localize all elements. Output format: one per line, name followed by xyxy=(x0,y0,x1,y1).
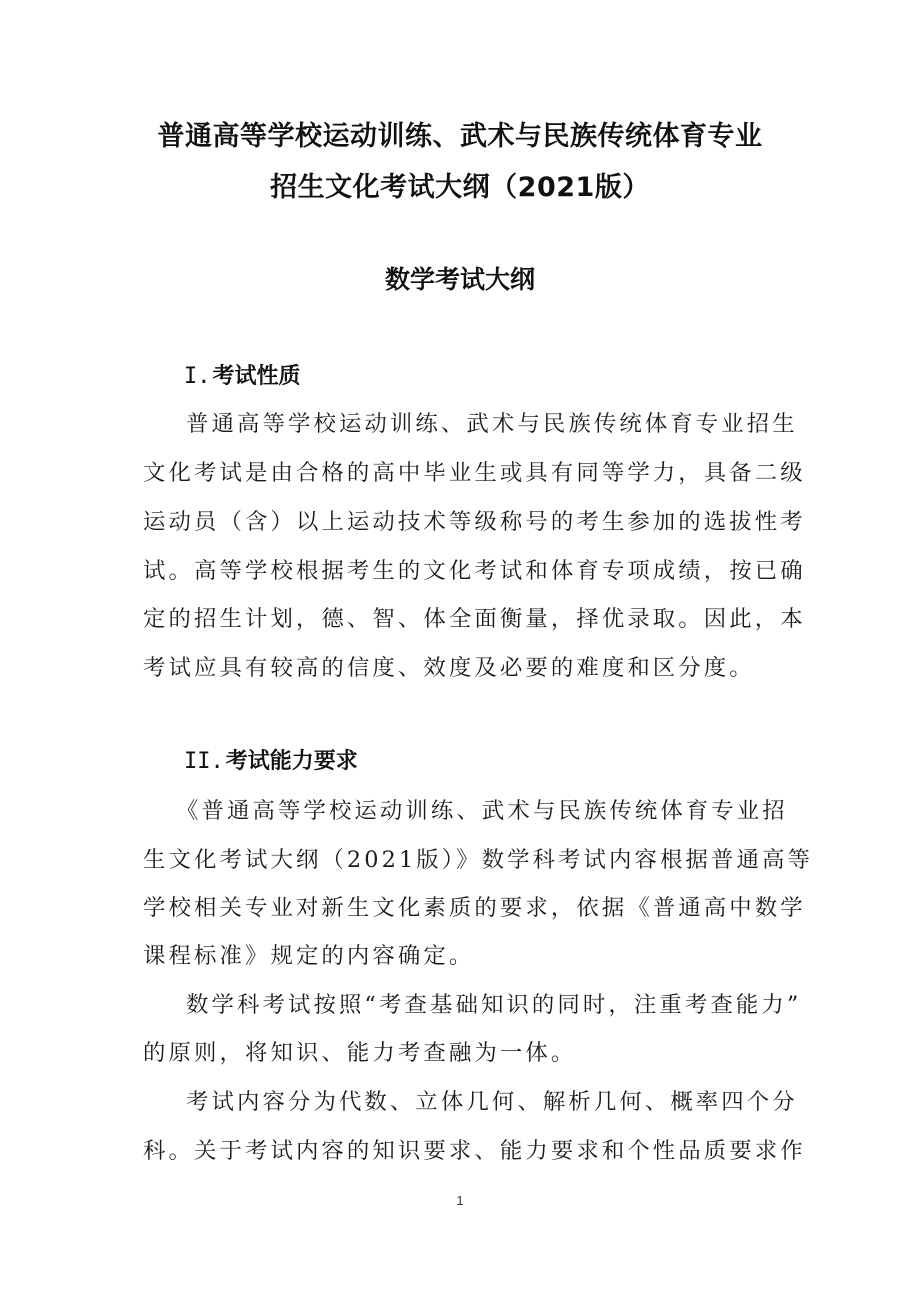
section-2-para-1-line: 《普通高等学校运动训练、武术与民族传统体育专业招 xyxy=(176,798,788,824)
section-1-line: 定的招生计划，德、智、体全面衡量，择优录取。因此，本 xyxy=(143,606,806,632)
section-1-number: I. xyxy=(184,364,211,389)
section-1-line: 考试应具有较高的信度、效度及必要的难度和区分度。 xyxy=(143,655,755,681)
section-2-number: II. xyxy=(184,749,224,774)
page-number: 1 xyxy=(456,1193,464,1208)
section-2-para-3-line: 科。关于考试内容的知识要求、能力要求和个性品质要求作 xyxy=(143,1138,806,1164)
section-1-line: 试。高等学校根据考生的文化考试和体育专项成绩，按已确 xyxy=(143,558,806,584)
section-1-title: 考试性质 xyxy=(212,364,301,389)
document-subtitle: 数学考试大纲 xyxy=(384,265,535,294)
document-title-line-1: 普通高等学校运动训练、武术与民族传统体育专业 xyxy=(157,121,763,152)
section-1-line: 普通高等学校运动训练、武术与民族传统体育专业招生 xyxy=(186,411,798,437)
section-2-para-1-line: 生文化考试大纲（2021版）》数学科考试内容根据普通高等 xyxy=(143,847,813,873)
document-title-line-2: 招生文化考试大纲（2021版） xyxy=(270,172,650,203)
section-1-line: 文化考试是由合格的高中毕业生或具有同等学力，具备二级 xyxy=(143,460,806,486)
section-2-para-2-line: 的原则，将知识、能力考查融为一体。 xyxy=(143,1040,577,1066)
section-1-line: 运动员（含）以上运动技术等级称号的考生参加的选拔性考 xyxy=(143,509,806,535)
section-1-heading xyxy=(184,362,301,392)
section-2-para-3-line: 考试内容分为代数、立体几何、解析几何、概率四个分 xyxy=(186,1089,798,1115)
section-2-para-1-line: 课程标准》规定的内容确定。 xyxy=(143,943,475,969)
section-2-heading xyxy=(184,747,358,777)
section-2-para-2-line: 数学科考试按照“考查基础知识的同时，注重考查能力” xyxy=(186,992,802,1018)
section-2-title: 考试能力要求 xyxy=(225,749,358,774)
section-2-para-1-line: 学校相关专业对新生文化素质的要求，依据《普通高中数学 xyxy=(143,895,806,921)
